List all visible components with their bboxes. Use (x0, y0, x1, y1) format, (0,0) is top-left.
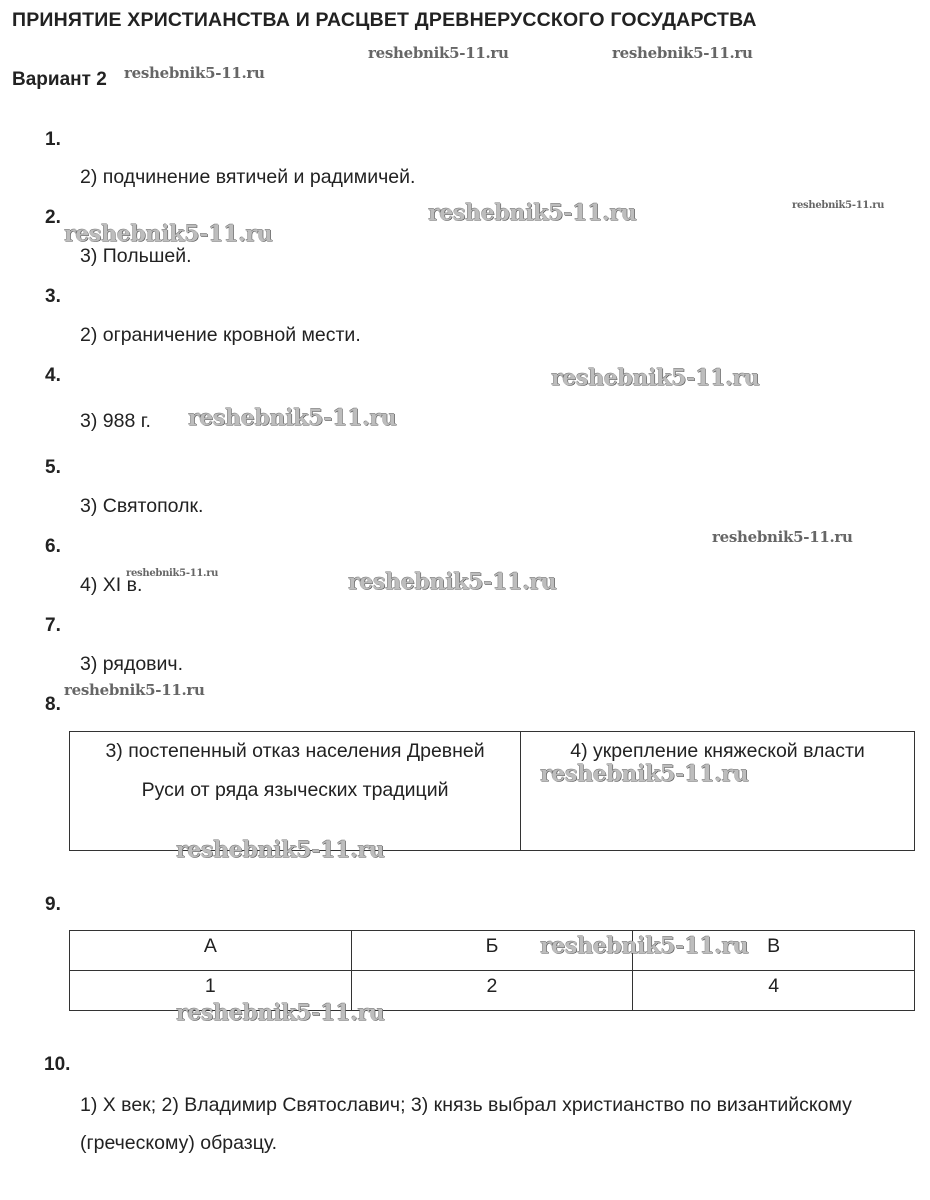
table-header-cell: А (70, 931, 352, 971)
watermark: reshebnik5-11.ru (348, 569, 557, 595)
answer-text: 2) ограничение кровной мести. (80, 324, 361, 346)
watermark: reshebnik5-11.ru (551, 365, 760, 391)
watermark: reshebnik5-11.ru (64, 681, 205, 699)
question-number: 7. (45, 615, 61, 636)
answer-text: 4) XI в. (80, 574, 143, 596)
question-number: 8. (45, 694, 61, 715)
table-cell: 2 (351, 971, 633, 1011)
watermark: reshebnik5-11.ru (428, 200, 637, 226)
table-cell: 1 (70, 971, 352, 1011)
question-number: 4. (45, 365, 61, 386)
watermark: reshebnik5-11.ru (64, 221, 273, 247)
watermark: reshebnik5-11.ru (176, 837, 385, 863)
table-cell: 4 (633, 971, 915, 1011)
answer-text: 3) рядович. (80, 653, 183, 675)
watermark: reshebnik5-11.ru (124, 64, 265, 82)
table-header-cell: Б (351, 931, 633, 971)
question-number: 10. (44, 1054, 71, 1075)
table-cell: 4) укрепление княжеской власти (521, 732, 915, 851)
table-header-cell: В (633, 931, 915, 971)
watermark: reshebnik5-11.ru (126, 568, 219, 579)
question-number: 9. (45, 894, 61, 915)
watermark: reshebnik5-11.ru (792, 200, 885, 211)
table-cell: 3) постепенный отказ населения Древней Руси от ряда языческих традиций (70, 732, 521, 851)
answer-table-8 (69, 731, 915, 851)
question-number: 5. (45, 457, 61, 478)
watermark: reshebnik5-11.ru (612, 44, 753, 62)
watermark: reshebnik5-11.ru (540, 933, 749, 959)
watermark: reshebnik5-11.ru (176, 1000, 385, 1026)
answer-table-9 (69, 930, 915, 1011)
answer-text: 3) Святополк. (80, 495, 204, 517)
variant-label: Вариант 2 (12, 69, 107, 90)
question-number: 6. (45, 536, 61, 557)
watermark: reshebnik5-11.ru (188, 405, 397, 431)
answer-text: 1) X век; 2) Владимир Святославич; 3) князь выбрал христианство по византийскому (греческому) образцу. (80, 1094, 852, 1154)
answer-text: 3) 988 г. (80, 410, 151, 432)
question-number: 1. (45, 129, 61, 150)
answer-text: 2) подчинение вятичей и радимичей. (80, 166, 416, 188)
question-number: 2. (45, 207, 61, 228)
watermark: reshebnik5-11.ru (540, 761, 749, 787)
answer-text: 3) Польшей. (80, 245, 192, 267)
page-title: ПРИНЯТИЕ ХРИСТИАНСТВА И РАСЦВЕТ ДРЕВНЕРУССКОГО ГОСУДАРСТВА (12, 9, 757, 31)
watermark: reshebnik5-11.ru (368, 44, 509, 62)
watermark: reshebnik5-11.ru (712, 528, 853, 546)
question-number: 3. (45, 286, 61, 307)
